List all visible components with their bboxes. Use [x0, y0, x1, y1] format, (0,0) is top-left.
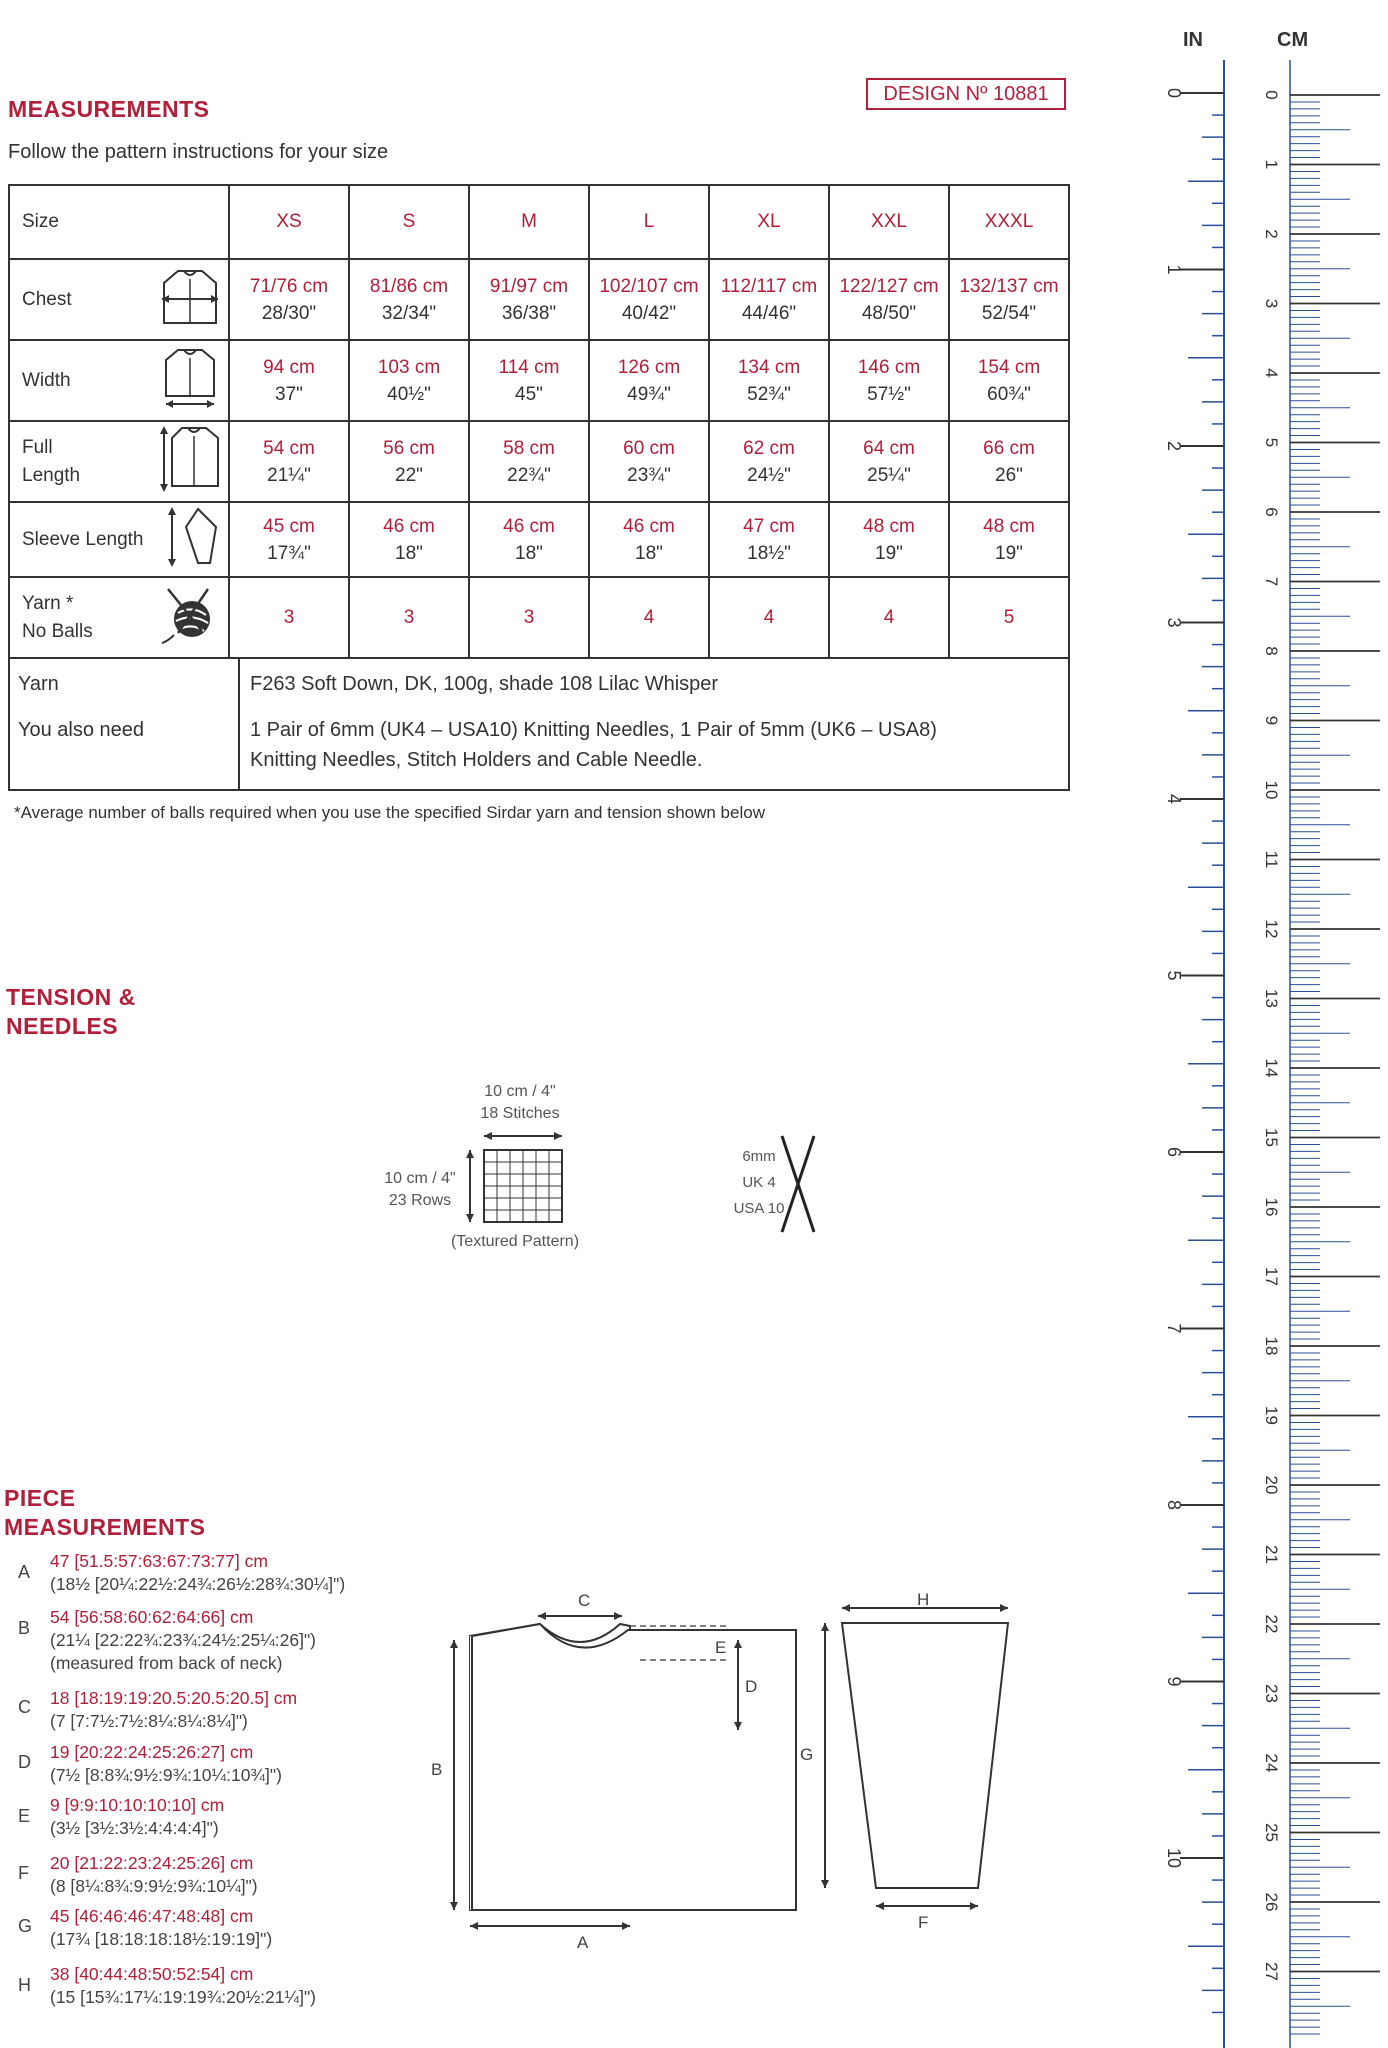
- piece-letter-a: A: [18, 1562, 31, 1582]
- chest-s-in: 32/34": [381, 302, 437, 324]
- piece-f-cm: 20 [21:22:23:24:25:26] cm: [50, 1853, 254, 1873]
- chest-s-cm: 81/86 cm: [369, 275, 449, 297]
- piece-f-in: (8 [8¼:8¾:9:9½:9¾:10¼]"): [50, 1876, 258, 1896]
- length-xxl-in: 25¼": [867, 464, 911, 486]
- size-xxxl: XXXL: [949, 185, 1069, 259]
- chest-xxl-in: 48/50": [861, 302, 917, 324]
- sleeve-s-in: 18": [395, 542, 423, 564]
- ruler-cm-label: 22: [1262, 1614, 1281, 1634]
- tension-height-label: 10 cm / 4": [384, 1170, 456, 1187]
- width-s-in: 40½": [387, 383, 431, 405]
- ruler-cm-label: 26: [1262, 1892, 1281, 1912]
- piece-letter-g: G: [18, 1916, 33, 1936]
- tension-rows-label: 23 Rows: [388, 1192, 452, 1209]
- diagram-label-b: B: [431, 1760, 443, 1779]
- ruler-cm-label: 6: [1262, 507, 1281, 517]
- tension-heading: TENSION & NEEDLES: [6, 984, 136, 1039]
- also-need-line1: 1 Pair of 6mm (UK4 – USA10) Knitting Needles, 1 Pair of 5mm (UK6 – USA8): [250, 719, 937, 741]
- tension-stitches-label: 18 Stitches: [480, 1105, 560, 1122]
- length-xxxl-in: 26": [995, 464, 1023, 486]
- sleeve-m-in: 18": [515, 542, 543, 564]
- ruler-cm-label: 8: [1262, 646, 1281, 656]
- ruler-cm-label: 25: [1262, 1823, 1281, 1842]
- measurements-subtitle: Follow the pattern instructions for your size: [8, 141, 389, 163]
- tension-pattern-label: (Textured Pattern): [450, 1233, 580, 1250]
- measurements-heading: MEASUREMENTS: [8, 96, 210, 122]
- sleeve-xxxl-cm: 48 cm: [983, 515, 1035, 537]
- width-s-cm: 103 cm: [377, 356, 441, 378]
- ruler-inch-label: 6: [1164, 1146, 1184, 1158]
- chest-xxxl-cm: 132/137 cm: [959, 275, 1059, 297]
- piece-letter-f: F: [18, 1863, 29, 1883]
- sleeve-xs-cm: 45 cm: [263, 515, 315, 537]
- sleeve-l-cm: 46 cm: [623, 515, 675, 537]
- piece-letter-d: D: [18, 1752, 31, 1772]
- width-xxl-in: 57½": [867, 383, 911, 405]
- ruler-inch-label: 1: [1164, 264, 1184, 275]
- piece-c-cm: 18 [18:19:19:20.5:20.5:20.5] cm: [50, 1688, 298, 1708]
- ruler-cm-label: 7: [1262, 576, 1281, 587]
- size-s: S: [349, 185, 469, 259]
- width-l-in: 49¾": [627, 383, 671, 405]
- ruler-inch-label: 7: [1164, 1323, 1184, 1334]
- balls-xxl: 4: [829, 577, 949, 658]
- design-number: DESIGN Nº 10881: [866, 78, 1066, 110]
- size-m: M: [469, 185, 589, 259]
- ruler-cm-label: 27: [1262, 1962, 1281, 1981]
- ruler-cm-label: 16: [1262, 1197, 1281, 1217]
- ruler-cm-label: 14: [1262, 1058, 1281, 1078]
- width-xs-cm: 94 cm: [263, 356, 315, 378]
- sleeve-l-in: 18": [635, 542, 663, 564]
- piece-h-in: (15 [15¾:17¼:19:19¾:20½:21¼]"): [50, 1987, 316, 2007]
- ruler-cm-label: 9: [1262, 715, 1281, 726]
- piece-b-cm: 54 [56:58:60:62:64:66] cm: [50, 1607, 254, 1627]
- balls-m: 3: [469, 577, 589, 658]
- length-xs-in: 21¼": [267, 464, 311, 486]
- balls-xxxl: 5: [949, 577, 1069, 658]
- size-label: Size: [9, 185, 151, 259]
- ruler-cm-label: 15: [1262, 1128, 1281, 1147]
- piece-a-cm: 47 [51.5:57:63:67:73:77] cm: [50, 1551, 268, 1571]
- ruler-cm-label: 23: [1262, 1684, 1281, 1703]
- ruler-cm-label: 21: [1262, 1545, 1281, 1564]
- ruler-cm-label: CM: [1277, 29, 1309, 51]
- sleeve-xxxl-in: 19": [995, 542, 1023, 564]
- length-l-cm: 60 cm: [623, 437, 675, 459]
- ruler-cm-label: 13: [1262, 989, 1281, 1008]
- ruler-cm-label: 1: [1262, 159, 1281, 170]
- width-l-cm: 126 cm: [617, 356, 681, 378]
- ruler-inch-label: 0: [1164, 87, 1184, 99]
- also-need-label: You also need: [18, 719, 145, 741]
- piece-d-in: (7½ [8:8¾:9½:9¾:10¼:10¾]"): [50, 1765, 282, 1785]
- sleeve-xs-in: 17¾": [267, 542, 311, 564]
- chest-xl-cm: 112/117 cm: [720, 275, 818, 297]
- piece-e-in: (3½ [3½:3½:4:4:4:4]"): [50, 1818, 219, 1838]
- yarn-label: Yarn: [18, 673, 59, 695]
- balls-xl: 4: [709, 577, 829, 658]
- ruler-in-label: IN: [1183, 29, 1203, 51]
- ruler-cm-label: 18: [1262, 1336, 1281, 1356]
- length-l-in: 23¾": [627, 464, 671, 486]
- length-xxxl-cm: 66 cm: [983, 437, 1035, 459]
- size-xxl: XXL: [829, 185, 949, 259]
- diagram-label-e: E: [715, 1638, 727, 1657]
- needle-uk: UK 4: [742, 1174, 776, 1191]
- width-xl-in: 52¾": [747, 383, 791, 405]
- ruler-cm-label: 4: [1262, 368, 1281, 378]
- also-need-line2: Knitting Needles, Stitch Holders and Cable Needle.: [250, 749, 703, 771]
- chest-label: Chest: [9, 259, 151, 340]
- ruler-cm-label: 3: [1262, 298, 1281, 309]
- ruler-cm-label: 5: [1262, 437, 1281, 448]
- chest-xs-in: 28/30": [261, 302, 317, 324]
- full-length-label: Full Length: [9, 421, 151, 502]
- piece-g-cm: 45 [46:46:46:47:48:48] cm: [50, 1906, 254, 1926]
- ruler-cm-label: 10: [1262, 780, 1281, 800]
- ruler-inch-label: 3: [1164, 617, 1184, 628]
- length-s-cm: 56 cm: [383, 437, 435, 459]
- chest-xxl-cm: 122/127 cm: [839, 275, 939, 297]
- footnote: *Average number of balls required when you use the specified Sirdar yarn and tension shown below: [14, 803, 765, 822]
- piece-letter-h: H: [18, 1975, 31, 1995]
- ruler-cm-label: 17: [1262, 1267, 1281, 1286]
- tension-width-label: 10 cm / 4": [484, 1083, 556, 1100]
- size-l: L: [589, 185, 709, 259]
- piece-g-in: (17¾ [18:18:18:18½:19:19]"): [50, 1929, 273, 1949]
- ruler-inch-label: 4: [1164, 793, 1184, 805]
- needle-mm: 6mm: [742, 1148, 776, 1165]
- piece-b-in: (21¼ [22:22¾:23¾:24½:25¼:26]"): [50, 1630, 316, 1650]
- diagram-label-d: D: [745, 1677, 758, 1696]
- ruler-inch-label: 2: [1164, 440, 1184, 452]
- width-m-in: 45": [515, 383, 543, 405]
- sleeve-xl-in: 18½": [747, 542, 791, 564]
- piece-letter-c: C: [18, 1697, 31, 1717]
- sleeve-xl-cm: 47 cm: [743, 515, 795, 537]
- piece-h-cm: 38 [40:44:48:50:52:54] cm: [50, 1964, 254, 1984]
- piece-e-cm: 9 [9:9:10:10:10:10] cm: [50, 1795, 225, 1815]
- piece-letter-b: B: [18, 1618, 31, 1638]
- sleeve-length-label: Sleeve Length: [9, 502, 151, 577]
- width-m-cm: 114 cm: [498, 356, 560, 378]
- chest-m-cm: 91/97 cm: [489, 275, 569, 297]
- ruler-inch-label: 5: [1164, 970, 1184, 981]
- chest-xl-in: 44/46": [741, 302, 797, 324]
- chest-xs-cm: 71/76 cm: [249, 275, 329, 297]
- piece-a-in: (18½ [20¼:22½:24¾:26½:28¾:30¼]"): [50, 1574, 346, 1594]
- measuring-ruler: [1140, 0, 1388, 2048]
- width-label: Width: [9, 340, 151, 421]
- piece-letter-e: E: [18, 1806, 31, 1826]
- sleeve-xxl-in: 19": [875, 542, 903, 564]
- chest-xxxl-in: 52/54": [981, 302, 1037, 324]
- length-xl-cm: 62 cm: [743, 437, 795, 459]
- chest-l-cm: 102/107 cm: [599, 275, 699, 297]
- ruler-cm-label: 11: [1262, 850, 1281, 869]
- piece-c-in: (7 [7:7½:7½:8¼:8¼:8¼]"): [50, 1711, 248, 1731]
- width-xxxl-cm: 154 cm: [977, 356, 1041, 378]
- length-s-in: 22": [395, 464, 423, 486]
- width-xl-cm: 134 cm: [737, 356, 801, 378]
- ruler-inch-label: 10: [1164, 1847, 1184, 1869]
- sleeve-s-cm: 46 cm: [383, 515, 435, 537]
- width-xxxl-in: 60¾": [987, 383, 1031, 405]
- ruler-inch-label: 8: [1164, 1499, 1184, 1511]
- ruler-inch-label: 9: [1164, 1676, 1184, 1687]
- ruler-cm-label: 2: [1262, 229, 1281, 239]
- ruler-cm-label: 24: [1262, 1753, 1281, 1773]
- chest-m-in: 36/38": [501, 302, 557, 324]
- ruler-cm-label: 0: [1262, 90, 1281, 100]
- piece-measurements-heading: PIECE MEASUREMENTS: [4, 1485, 206, 1540]
- length-xl-in: 24½": [747, 464, 791, 486]
- chest-l-in: 40/42": [621, 302, 677, 324]
- diagram-label-h: H: [917, 1590, 930, 1609]
- ruler-cm-label: 12: [1262, 919, 1281, 939]
- sleeve-m-cm: 46 cm: [503, 515, 555, 537]
- width-xxl-cm: 146 cm: [857, 356, 921, 378]
- diagram-label-c: C: [578, 1591, 591, 1610]
- piece-b-note: (measured from back of neck): [50, 1653, 283, 1673]
- needle-usa: USA 10: [733, 1200, 785, 1217]
- diagram-label-f: F: [918, 1913, 929, 1932]
- length-m-cm: 58 cm: [503, 437, 555, 459]
- size-xs: XS: [229, 185, 349, 259]
- ruler-cm-label: 20: [1262, 1475, 1281, 1495]
- diagram-label-g: G: [800, 1745, 814, 1764]
- width-xs-in: 37": [275, 383, 303, 405]
- ruler-cm-label: 19: [1262, 1406, 1281, 1425]
- piece-d-cm: 19 [20:22:24:25:26:27] cm: [50, 1742, 254, 1762]
- yarn-balls-label: Yarn * No Balls: [9, 577, 151, 658]
- balls-s: 3: [349, 577, 469, 658]
- balls-xs: 3: [229, 577, 349, 658]
- size-xl: XL: [709, 185, 829, 259]
- length-xxl-cm: 64 cm: [863, 437, 915, 459]
- length-xs-cm: 54 cm: [263, 437, 315, 459]
- balls-l: 4: [589, 577, 709, 658]
- yarn-value: F263 Soft Down, DK, 100g, shade 108 Lilac Whisper: [250, 673, 719, 695]
- sleeve-xxl-cm: 48 cm: [863, 515, 915, 537]
- length-m-in: 22¾": [507, 464, 551, 486]
- diagram-label-a: A: [577, 1933, 589, 1952]
